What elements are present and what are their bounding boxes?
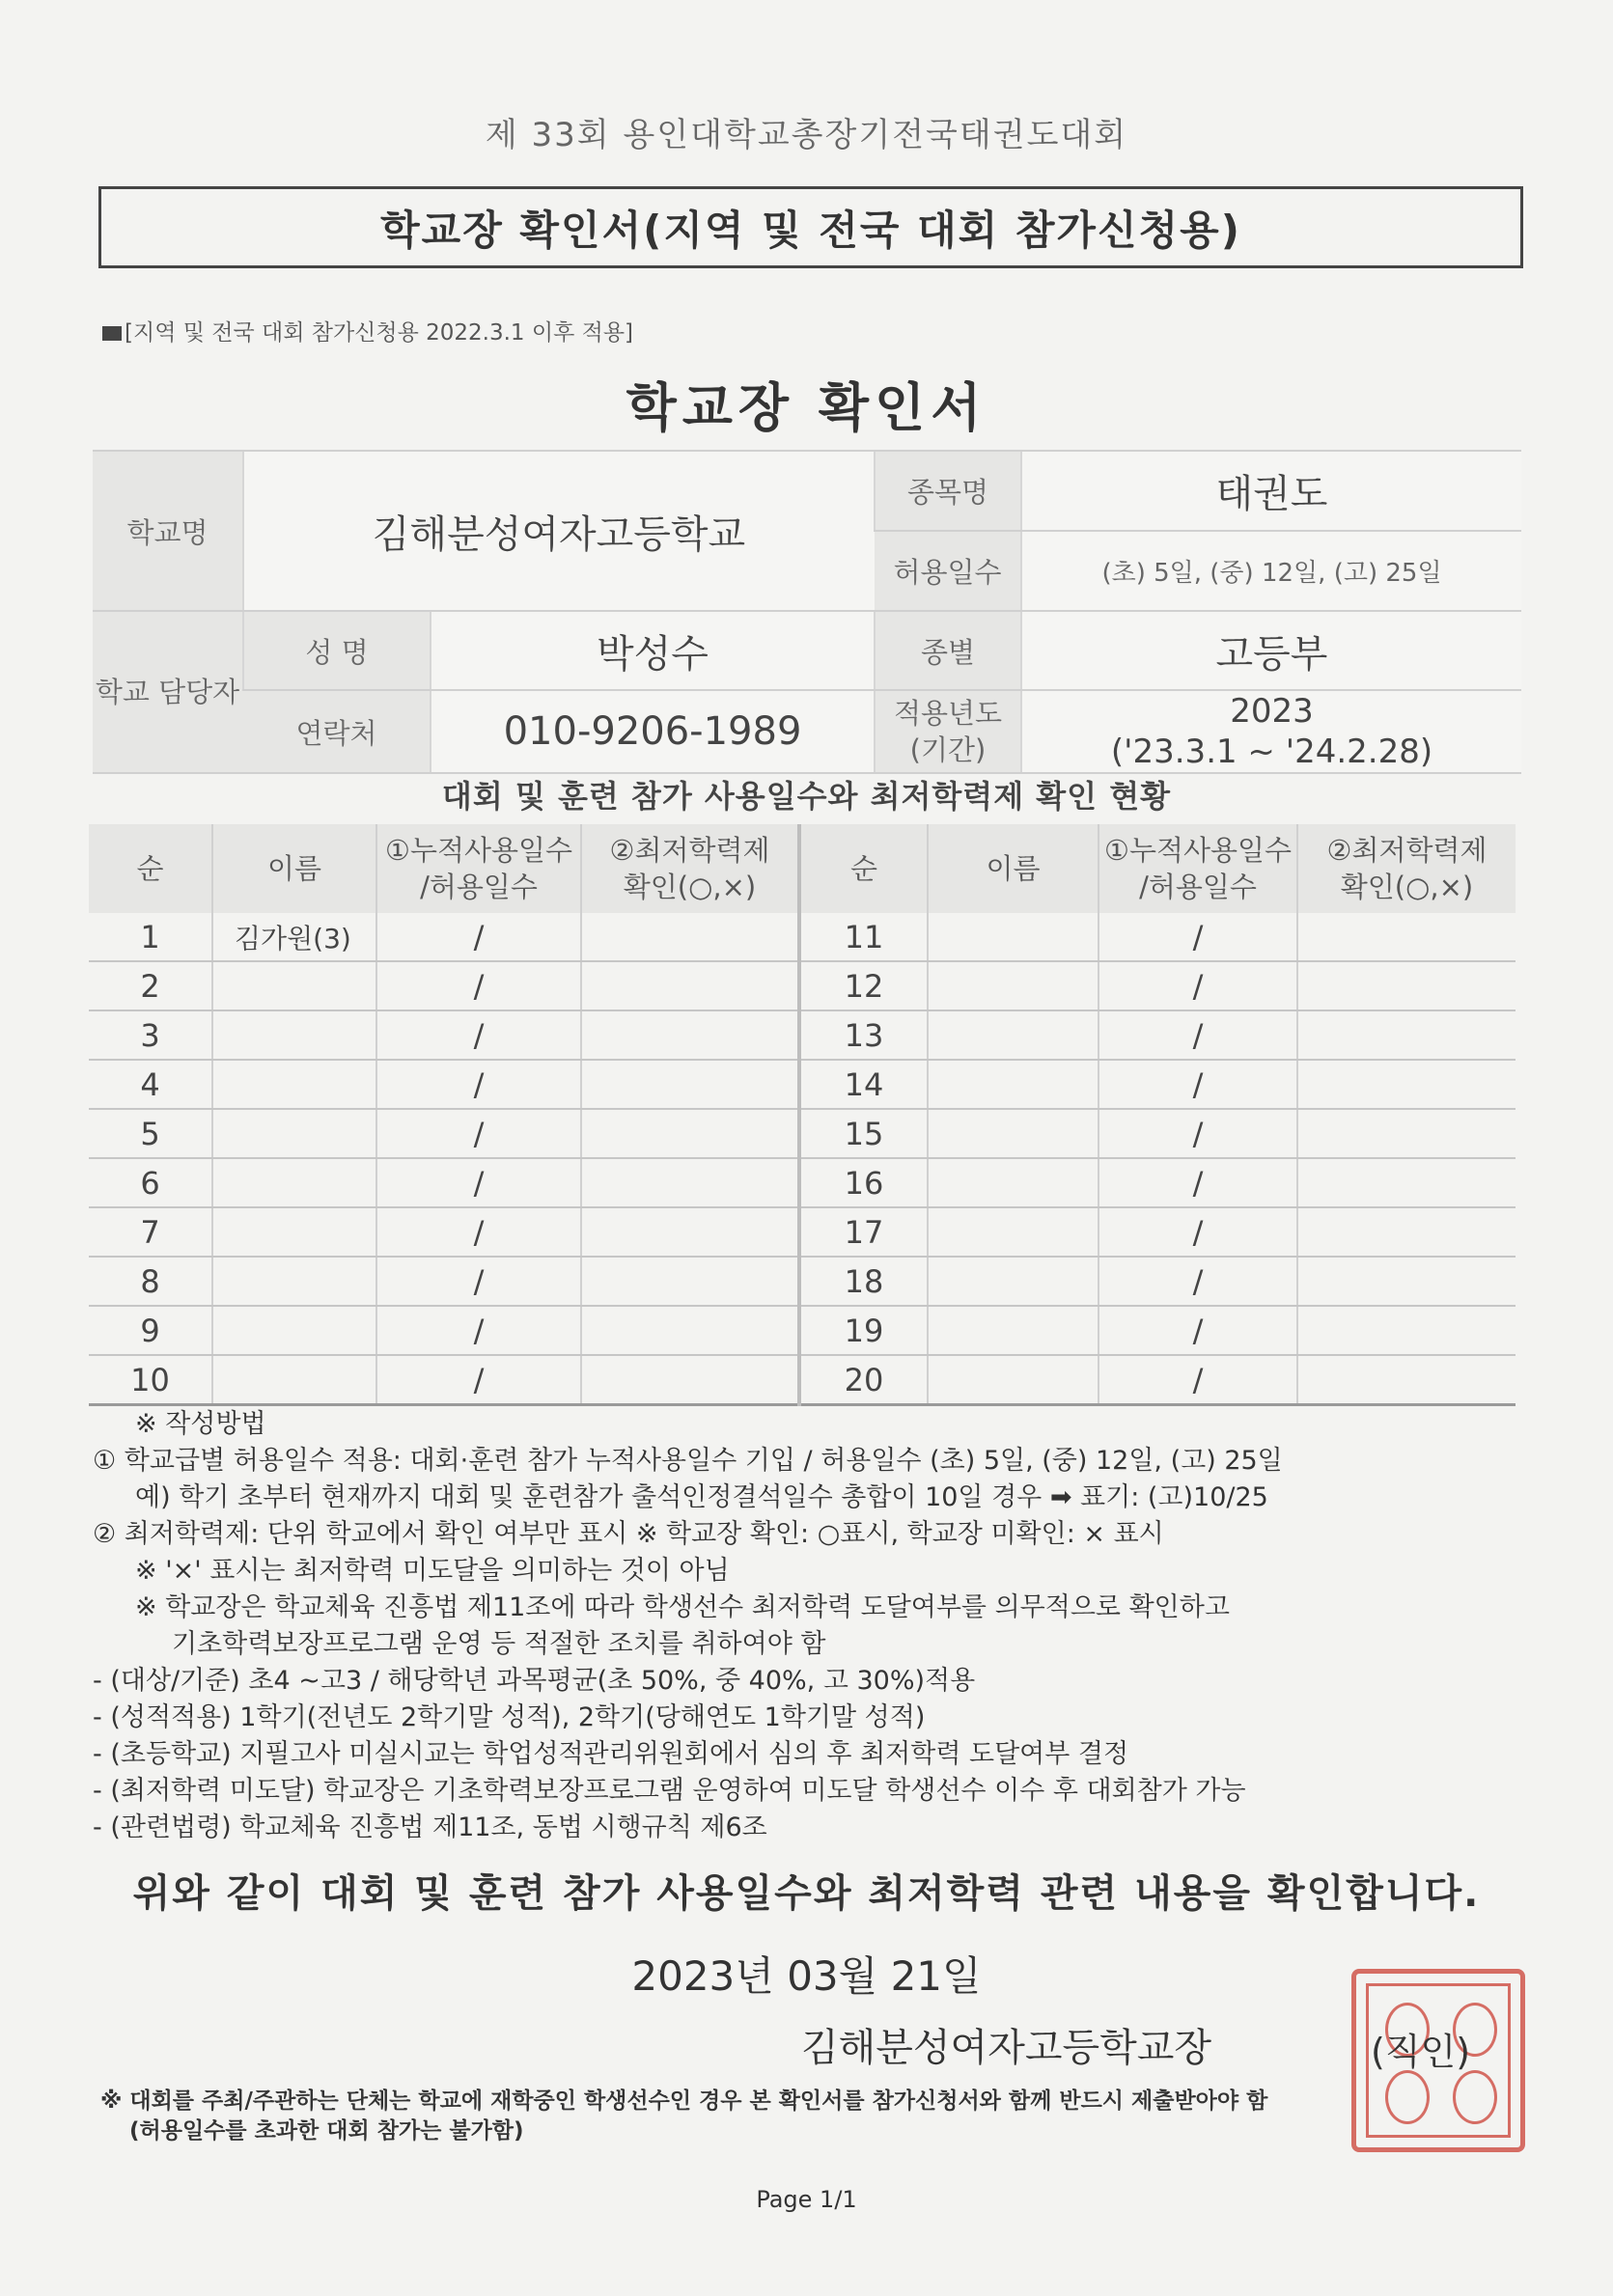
row-check-right	[1297, 1109, 1516, 1158]
manager-name-value: 박성수	[431, 611, 875, 690]
col-name-left: 이름	[212, 824, 376, 913]
table-heading: 대회 및 훈련 참가 사용일수와 최저학력제 확인 현황	[441, 778, 1172, 815]
table-row	[89, 1060, 1516, 1109]
division-value: 고등부	[1021, 611, 1521, 690]
instruction-line: ① 학교급별 허용일수 적용: 대회·훈련 참가 누적사용일수 기입 / 허용일수 (초) 5일, (중) 12일, (고) 25일	[93, 1446, 1283, 1476]
instruction-line: 기초학력보장프로그램 운영 등 적절한 조치를 취하여야 함	[172, 1629, 826, 1659]
table-row	[89, 1010, 1516, 1060]
row-days-right: /	[1099, 1010, 1297, 1060]
confirm-statement: 위와 같이 대회 및 훈련 참가 사용일수와 최저학력 관련 내용을 확인합니다.	[132, 1871, 1481, 1916]
row-no-right: 12	[799, 961, 928, 1010]
row-check-left	[581, 1109, 799, 1158]
row-days-left: /	[376, 1109, 581, 1158]
col-days-right	[1099, 824, 1297, 913]
row-check-left	[581, 1010, 799, 1060]
col-check-right-1: ②최저학력제	[1326, 834, 1488, 867]
row-days-right: /	[1099, 1207, 1297, 1257]
row-no-right: 19	[799, 1306, 928, 1355]
row-check-right	[1297, 1257, 1516, 1306]
row-no-right: 16	[799, 1158, 928, 1207]
row-name-right	[928, 1355, 1099, 1405]
row-name-right	[928, 1109, 1099, 1158]
instruction-line: ※ 학교장은 학교체육 진흥법 제11조에 따라 학생선수 최저학력 도달여부를 의무적으로 확인하고	[135, 1592, 1230, 1622]
row-check-left	[581, 1306, 799, 1355]
row-name-left	[212, 1306, 376, 1355]
row-no-left: 3	[89, 1010, 212, 1060]
instruction-line: - (대상/기준) 초4 ~고3 / 해당학년 과목평균(초 50%, 중 40%, 고 30%)적용	[93, 1666, 976, 1696]
row-days-right: /	[1099, 1060, 1297, 1109]
table-row	[89, 913, 1516, 961]
col-days-right-2: /허용일수	[1139, 871, 1257, 903]
col-no-right: 순	[799, 824, 928, 913]
col-name-right: 이름	[928, 824, 1099, 913]
year-value: 2023	[1230, 692, 1314, 731]
row-name-left	[212, 1207, 376, 1257]
instruction-line: - (최저학력 미도달) 학교장은 기초학력보장프로그램 운영하여 미도달 학생선수 이수 후 대회참가 가능	[93, 1776, 1246, 1806]
row-check-left	[581, 1158, 799, 1207]
row-no-right: 13	[799, 1010, 928, 1060]
contact-value: 010-9206-1989	[431, 690, 875, 773]
row-name-left	[212, 1060, 376, 1109]
row-no-right: 17	[799, 1207, 928, 1257]
page-number: Page 1/1	[756, 2186, 857, 2213]
row-days-right: /	[1099, 1355, 1297, 1405]
row-no-left: 1	[89, 913, 212, 961]
instruction-line: 예) 학기 초부터 현재까지 대회 및 훈련참가 출석인정결석일수 총합이 10일 경우 ➡ 표기: (고)10/25	[135, 1482, 1268, 1512]
row-no-left: 4	[89, 1060, 212, 1109]
row-name-left	[212, 1010, 376, 1060]
students-table	[89, 824, 1516, 1406]
instructions-title: ※ 작성방법	[135, 1409, 266, 1439]
row-name-right	[928, 1257, 1099, 1306]
table-row	[89, 1158, 1516, 1207]
row-days-left: /	[376, 1207, 581, 1257]
row-no-right: 11	[799, 913, 928, 961]
row-no-left: 2	[89, 961, 212, 1010]
table-row	[89, 1306, 1516, 1355]
allowed-days-label: 허용일수	[875, 531, 1021, 611]
school-name-value: 김해분성여자고등학교	[243, 451, 875, 611]
row-days-left: /	[376, 913, 581, 961]
row-name-right	[928, 1010, 1099, 1060]
table-row	[89, 1109, 1516, 1158]
table-row	[89, 1257, 1516, 1306]
form-title: 학교장 확인서	[626, 377, 987, 438]
footnote	[100, 2087, 1529, 2146]
instructions	[93, 1406, 1541, 1846]
instruction-line: - (성적적용) 1학기(전년도 2학기말 성적), 2학기(당해연도 1학기말 성적)	[93, 1702, 926, 1732]
row-days-left: /	[376, 961, 581, 1010]
school-info-table	[93, 450, 1521, 774]
row-check-right	[1297, 961, 1516, 1010]
manager-label: 학교 담당자	[93, 611, 243, 773]
row-name-left	[212, 961, 376, 1010]
row-check-right	[1297, 1207, 1516, 1257]
row-check-right	[1297, 913, 1516, 961]
row-days-left: /	[376, 1355, 581, 1405]
row-no-left: 8	[89, 1257, 212, 1306]
row-no-left: 5	[89, 1109, 212, 1158]
row-no-right: 15	[799, 1109, 928, 1158]
col-check-right-2: 확인(○,×)	[1340, 871, 1474, 903]
row-days-right: /	[1099, 1306, 1297, 1355]
footnote-line-1: ※ 대회를 주최/주관하는 단체는 학교에 재학중인 학생선수인 경우 본 확인서를 참가신청서와 함께 반드시 제출받아야 함	[100, 2089, 1268, 2114]
instruction-line: - (관련법령) 학교체육 진흥법 제11조, 동법 시행규칙 제6조	[93, 1812, 767, 1842]
sport-value: 태권도	[1021, 451, 1521, 531]
row-check-left	[581, 961, 799, 1010]
school-name-label: 학교명	[93, 451, 243, 611]
row-days-right: /	[1099, 1109, 1297, 1158]
row-check-right	[1297, 1010, 1516, 1060]
row-name-right	[928, 913, 1099, 961]
row-days-left: /	[376, 1010, 581, 1060]
row-name-left: 김가원(3)	[212, 913, 376, 961]
footnote-line-2: (허용일수를 초과한 대회 참가는 불가함)	[129, 2118, 524, 2144]
table-row	[89, 1207, 1516, 1257]
row-days-right: /	[1099, 1158, 1297, 1207]
row-days-left: /	[376, 1158, 581, 1207]
row-check-left	[581, 1060, 799, 1109]
row-name-right	[928, 1158, 1099, 1207]
row-name-right	[928, 1306, 1099, 1355]
contact-label: 연락처	[243, 690, 431, 773]
row-check-right	[1297, 1306, 1516, 1355]
row-no-left: 9	[89, 1306, 212, 1355]
manager-name-label: 성 명	[243, 611, 431, 690]
row-name-right	[928, 1207, 1099, 1257]
row-days-left: /	[376, 1306, 581, 1355]
row-name-left	[212, 1158, 376, 1207]
year-value-cell	[1021, 690, 1521, 773]
row-check-right	[1297, 1158, 1516, 1207]
form-note	[102, 315, 633, 346]
col-days-left	[376, 824, 581, 913]
instruction-line: ② 최저학력제: 단위 학교에서 확인 여부만 표시 ※ 학교장 확인: ○표시, 학교장 미확인: × 표시	[93, 1519, 1164, 1549]
row-check-right	[1297, 1060, 1516, 1109]
row-no-left: 7	[89, 1207, 212, 1257]
table-row	[89, 1355, 1516, 1405]
row-check-left	[581, 1257, 799, 1306]
table-row	[89, 961, 1516, 1010]
year-label: 적용년도 (기간)	[875, 690, 1021, 773]
form-note-text: [지역 및 전국 대회 참가신청용 2022.3.1 이후 적용]	[125, 320, 634, 346]
row-name-left	[212, 1109, 376, 1158]
row-no-left: 10	[89, 1355, 212, 1405]
row-no-left: 6	[89, 1158, 212, 1207]
seal-label: (직인)	[1371, 2031, 1471, 2073]
col-no-left: 순	[89, 824, 212, 913]
period-value: ('23.3.1 ~ '24.2.28)	[1110, 733, 1433, 771]
instruction-line: ※ '×' 표시는 최저학력 미도달을 의미하는 것이 아님	[135, 1556, 730, 1586]
square-bullet-icon	[102, 326, 122, 341]
col-days-right-1: ①누적사용일수	[1103, 834, 1293, 867]
row-days-right: /	[1099, 1257, 1297, 1306]
issue-date: 2023년 03월 21일	[631, 1952, 982, 2000]
row-days-left: /	[376, 1060, 581, 1109]
row-name-right	[928, 1060, 1099, 1109]
document-title: 학교장 확인서(지역 및 전국 대회 참가신청용)	[98, 186, 1523, 268]
sport-label: 종목명	[875, 451, 1021, 531]
row-check-left	[581, 1355, 799, 1405]
col-check-left-1: ②최저학력제	[609, 834, 770, 867]
row-no-right: 18	[799, 1257, 928, 1306]
row-days-right: /	[1099, 961, 1297, 1010]
division-label: 종별	[875, 611, 1021, 690]
row-check-right	[1297, 1355, 1516, 1405]
event-header: 제 33회 용인대학교총장기전국태권도대회	[485, 116, 1128, 154]
col-check-left-2: 확인(○,×)	[623, 871, 757, 903]
principal-name: 김해분성여자고등학교장	[801, 2026, 1212, 2070]
student-rows	[89, 913, 1516, 1405]
row-days-left: /	[376, 1257, 581, 1306]
col-check-left	[581, 824, 799, 913]
row-days-right: /	[1099, 913, 1297, 961]
row-check-left	[581, 913, 799, 961]
row-no-right: 14	[799, 1060, 928, 1109]
row-name-right	[928, 961, 1099, 1010]
row-name-left	[212, 1257, 376, 1306]
row-check-left	[581, 1207, 799, 1257]
col-days-left-2: /허용일수	[420, 871, 538, 903]
col-check-right	[1297, 824, 1516, 913]
row-no-right: 20	[799, 1355, 928, 1405]
allowed-days-value: (초) 5일, (중) 12일, (고) 25일	[1021, 531, 1521, 611]
instruction-line: - (초등학교) 지필고사 미실시교는 학업성적관리위원회에서 심의 후 최저학력 도달여부 결정	[93, 1739, 1129, 1769]
col-days-left-1: ①누적사용일수	[384, 834, 573, 867]
row-name-left	[212, 1355, 376, 1405]
